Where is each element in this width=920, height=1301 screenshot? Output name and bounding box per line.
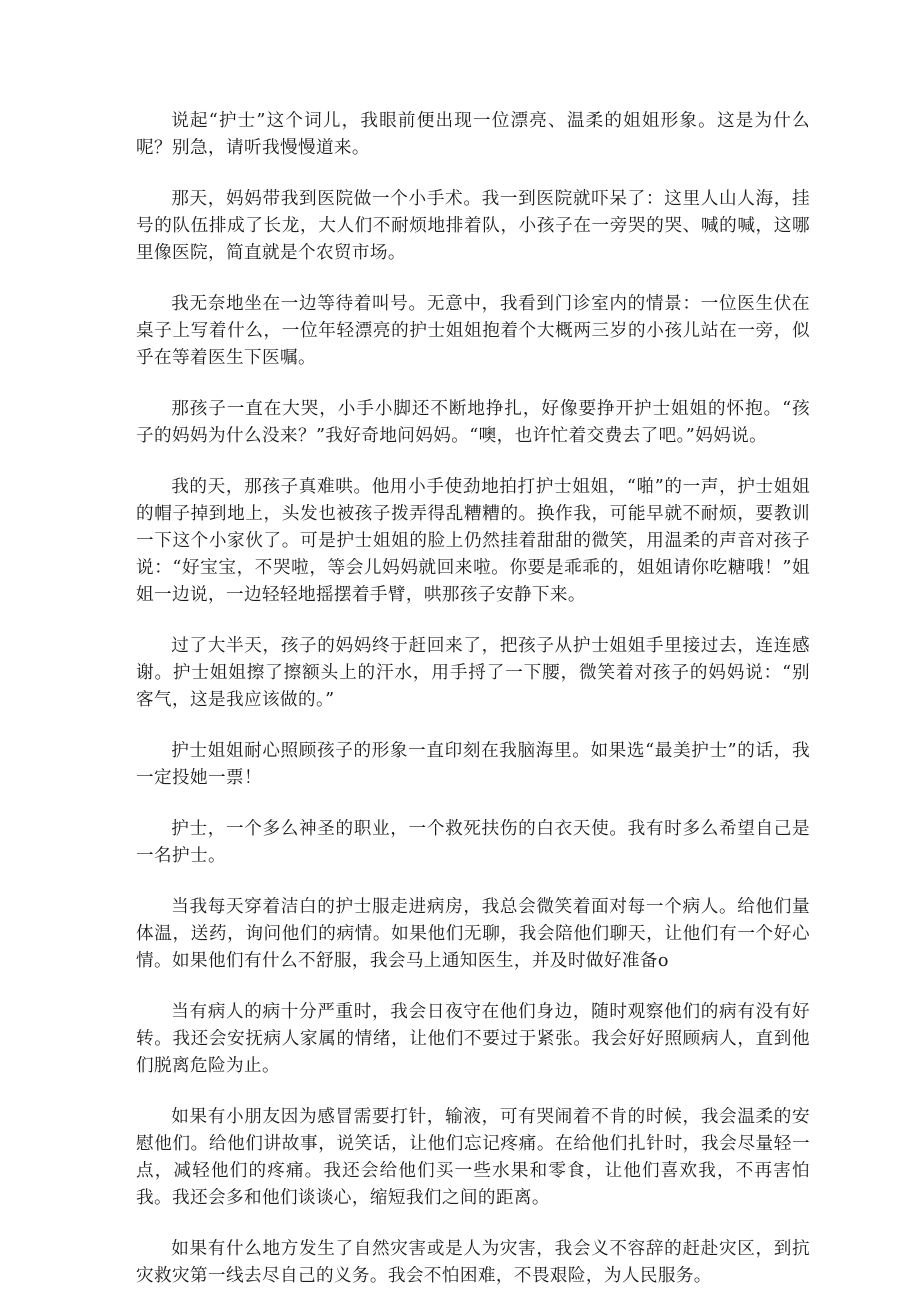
essay-body [136, 108, 810, 1290]
paragraph-12: 如果有什么地方发生了自然灾害或是人为灾害，我会义不容辞的赶赴灾区，到抗灾救灾第一线去尽自己的义务。我会不怕困难，不畏艰险，为人民服务。 [136, 1239, 810, 1286]
paragraph-11: 如果有小朋友因为感冒需要打针，输液，可有哭闹着不肯的时候，我会温柔的安慰他们。给他们讲故事，说笑话，让他们忘记疼痛。在给他们扎针时，我会尽量轻一点，减轻他们的疼痛。我还会给他们买一些水果和零食，让他们喜欢我，不再害怕我。我还会多和他们谈谈心，缩短我们之间的距离。 [136, 1107, 810, 1208]
paragraph-7: 护士姐姐耐心照顾孩子的形象一直印刻在我脑海里。如果选“最美护士”的话，我一定投她一票！ [136, 741, 810, 788]
paragraph-2: 那天，妈妈带我到医院做一个小手术。我一到医院就吓呆了：这里人山人海，挂号的队伍排成了长龙，大人们不耐烦地排着队，小孩子在一旁哭的哭、喊的喊，这哪里像医院，简直就是个农贸市场。 [136, 189, 810, 263]
paragraph-3: 我无奈地坐在一边等待着叫号。无意中，我看到门诊室内的情景：一位医生伏在桌子上写着什么，一位年轻漂亮的护士姐姐抱着个大概两三岁的小孩儿站在一旁，似乎在等着医生下医嘱。 [136, 294, 810, 368]
paragraph-10: 当有病人的病十分严重时，我会日夜守在他们身边，随时观察他们的病有没有好转。我还会安抚病人家属的情绪，让他们不要过于紧张。我会好好照顾病人，直到他们脱离危险为止。 [136, 1002, 810, 1076]
paragraph-1: 说起“护士”这个词儿，我眼前便出现一位漂亮、温柔的姐姐形象。这是为什么呢？别急，请听我慢慢道来。 [136, 111, 810, 158]
paragraph-4: 那孩子一直在大哭，小手小脚还不断地挣扎，好像要挣开护士姐姐的怀抱。“孩子的妈妈为什么没来？”我好奇地问妈妈。“噢，也许忙着交费去了吧。”妈妈说。 [136, 399, 810, 446]
paragraph-5: 我的天，那孩子真难哄。他用小手使劲地拍打护士姐姐，“啪”的一声，护士姐姐的帽子掉到地上，头发也被孩子拨弄得乱糟糟的。换作我，可能早就不耐烦，要教训一下这个小家伙了。可是护士姐姐的脸上仍然挂着甜甜的微笑，用温柔的声音对孩子说：“好宝宝，不哭啦，等会儿妈妈就回来啦。你要是乖乖的，姐姐请你吃糖哦！”姐姐一边说，一边轻轻地摇摆着手臂，哄那孩子安静下来。 [136, 477, 810, 605]
paragraph-6: 过了大半天，孩子的妈妈终于赶回来了，把孩子从护士姐姐手里接过去，连连感谢。护士姐姐擦了擦额头上的汗水，用手捋了一下腰，微笑着对孩子的妈妈说：“别客气，这是我应该做的。” [136, 636, 810, 710]
paragraph-8: 护士，一个多么神圣的职业，一个救死扶伤的白衣天使。我有时多么希望自己是一名护士。 [136, 819, 810, 866]
paragraph-9: 当我每天穿着洁白的护士服走进病房，我总会微笑着面对每一个病人。给他们量体温，送药，询问他们的病情。如果他们无聊，我会陪他们聊天，让他们有一个好心情。如果他们有什么不舒服，我会马上通知医生，并及时做好准备o [136, 897, 810, 971]
